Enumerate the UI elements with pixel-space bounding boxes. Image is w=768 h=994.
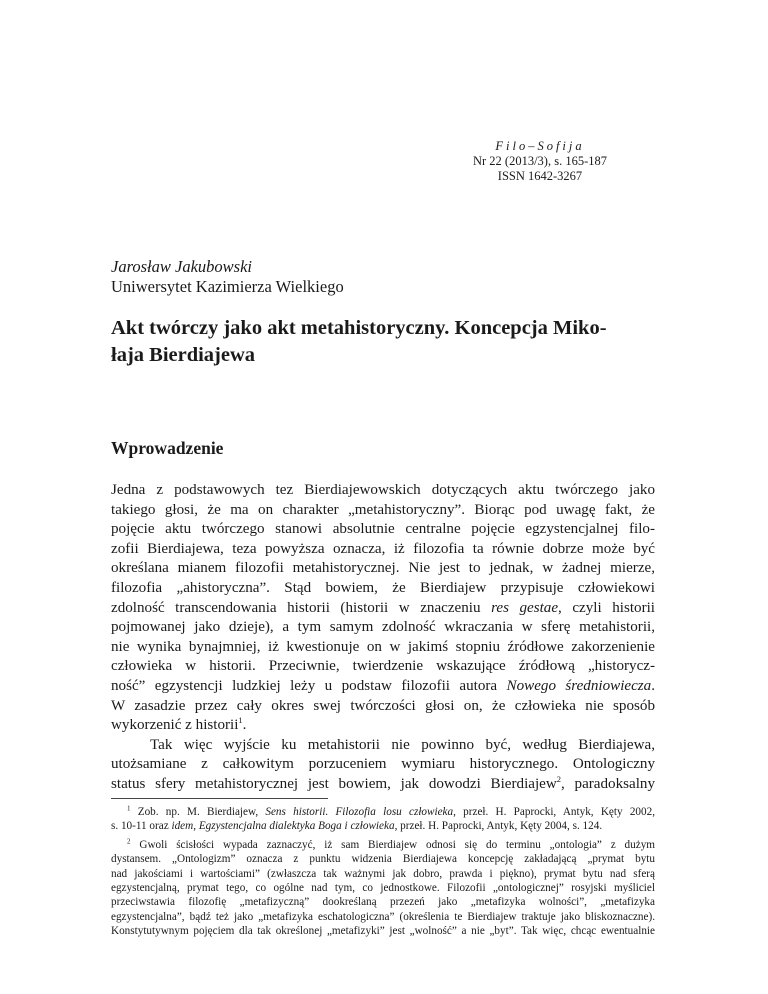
section-heading: Wprowadzenie [111,438,224,458]
text-line: Tak więc wyjście ku metahistorii nie powinno być, według Bierdiajewa, [150,736,655,753]
text-run: wykorzenić z historii [111,717,239,734]
text-line: Jedna z podstawowych tez Bierdiajewowskich dotyczących aktu twórczego jako [111,482,655,498]
footnote-line [111,838,655,852]
text-run: s. 10-11 oraz [111,820,172,833]
italic-book-title: Nowego średniowiecza [506,677,652,694]
text-run: Zob. np. M. Bierdiajew, [137,806,266,818]
text-run: Gwoli ścisłości wypada zaznaczyć, iż sam Bierdiajew odnosi się do terminu „ontologia” z dużym [139,838,656,851]
title-line: Akt twórczy jako akt metahistoryczny. Koncepcja Miko- [111,317,607,339]
text-run: zdolność transcendowania historii (historii w znaczeniu [111,599,492,616]
footnote-line: egzystencjalną, prymat tego, co ogólne nad tym, co jednostkowe. Filozofii „ontologicznej” rosyjski myśliciel [111,882,655,895]
italic-term: idem [171,820,194,833]
text-line: W zasadzie przez cały okres swej twórczości głosi on, że człowieka nie sposób [111,697,655,714]
italic-book-title: Egzystencjalna dialektyka Boga i człowieka [198,820,395,833]
footnote-line: nad jakościami i wartościami” (zwłaszcza tak ważnymi jak dobro, prawda i piękno), prymat bytu nad sferą [111,867,655,880]
text-run: , czyli historii [558,599,655,616]
text-line [111,716,655,736]
text-line: określana mianem filozofii metahistorycznej. Nie jest to jednak, w żadnej mierze, [111,560,655,577]
footnote-1 [111,805,655,834]
text-run: , przeł. H. Paprocki, Antyk, Kęty 2004, s. 124. [394,820,603,833]
text-run: status sfery metahistorycznej jest bowiem, jak dowodzi Bierdiajew [111,775,557,792]
author-affiliation: Uniwersytet Kazimierza Wielkiego [111,277,344,296]
journal-issue: Nr 22 (2013/3), s. 165-187 [472,154,607,168]
footnote-line [111,819,655,833]
text-run: . [651,677,655,694]
text-run: . [242,717,247,734]
journal-name: Filo–Sofija [495,139,585,153]
text-line [111,775,655,795]
text-line: utożsamiane z całkowitym porzuceniem wymiaru historycznego. Ontologiczny [111,756,655,773]
journal-issn: ISSN 1642-3267 [497,169,583,183]
text-run: , przeł. H. Paprocki, Antyk, Kęty 2002, [453,806,655,818]
footnote-2 [111,838,655,939]
footnote-ref[interactable]: 2 [556,773,562,784]
text-line: nie wynika bynajmniej, iż kwestionuje on w jakimś stopniu źródłowe zakorzenienie [111,638,655,655]
text-line: filozofia „ahistoryczna”. Stąd bowiem, że Bierdiajew przypisuje człowiekowi [111,579,655,596]
journal-header [440,139,640,184]
paragraph [111,481,655,736]
text-run: , paradoksalny [561,775,655,792]
body-text [111,481,655,795]
italic-book-title: Sens historii. Filozofia losu człowieka [265,806,454,818]
text-run: ność” egzystencji ludzkiej leży u podstaw filozofii autora [111,677,507,694]
article-title [111,315,656,369]
italic-term: res gestae [491,599,559,616]
text-run: , [193,820,199,833]
footnote-ref[interactable]: 1 [238,715,243,726]
footnote-number: 2 [127,837,131,846]
text-line [111,599,655,619]
footnote-line [111,805,655,819]
author-name: Jarosław Jakubowski [111,257,252,276]
text-line: człowieka w historii. Przeciwnie, twierdzenie wskazujące źródłową „historycz- [111,658,655,675]
footnote-line: Konstytutywnym pojęciem dla tak określonej „metafizyki” jest „wolność” a nie „byt”. Tak więc, chcąc ewentualnie [111,925,655,938]
footnote-line: przeciwstawia filozofię „metafizyczną” dookreślaną przezeń jako „metafizyka wolności”, „metafizyka [111,896,655,909]
text-line [111,677,655,697]
footnotes [111,805,655,943]
author-block [111,257,344,297]
footnote-number: 1 [127,804,131,813]
text-line: pojęcie aktu twórczego stanowi absolutnie centralne pojęcie egzystencjalnej filo- [111,521,655,538]
paragraph [111,736,655,795]
footnote-line: dystansem. „Ontologizm” oznacza z punktu widzenia Bierdiajewa koncepcję zakładającą „prymat bytu [111,853,655,866]
text-line: zofii Bierdiajewa, teza powyższa oznacza, iż filozofia ta równie dobrze może być [111,540,655,557]
title-line: łaja Bierdiajewa [111,344,256,366]
text-line: pojmowanej jako dzieje), a tym samym zdolność wkraczania w sferę metahistorii, [111,619,655,636]
footnote-divider [111,798,328,799]
footnote-line: egzystencjalna”, bądź też jako „metafizyka eschatologiczna” (określenia te Bierdiajew traktuje jako bliskoznaczne). [111,910,655,923]
text-line: takiego głosi, że ma on charakter „metahistoryczny”. Biorąc pod uwagę fakt, że [111,501,655,518]
